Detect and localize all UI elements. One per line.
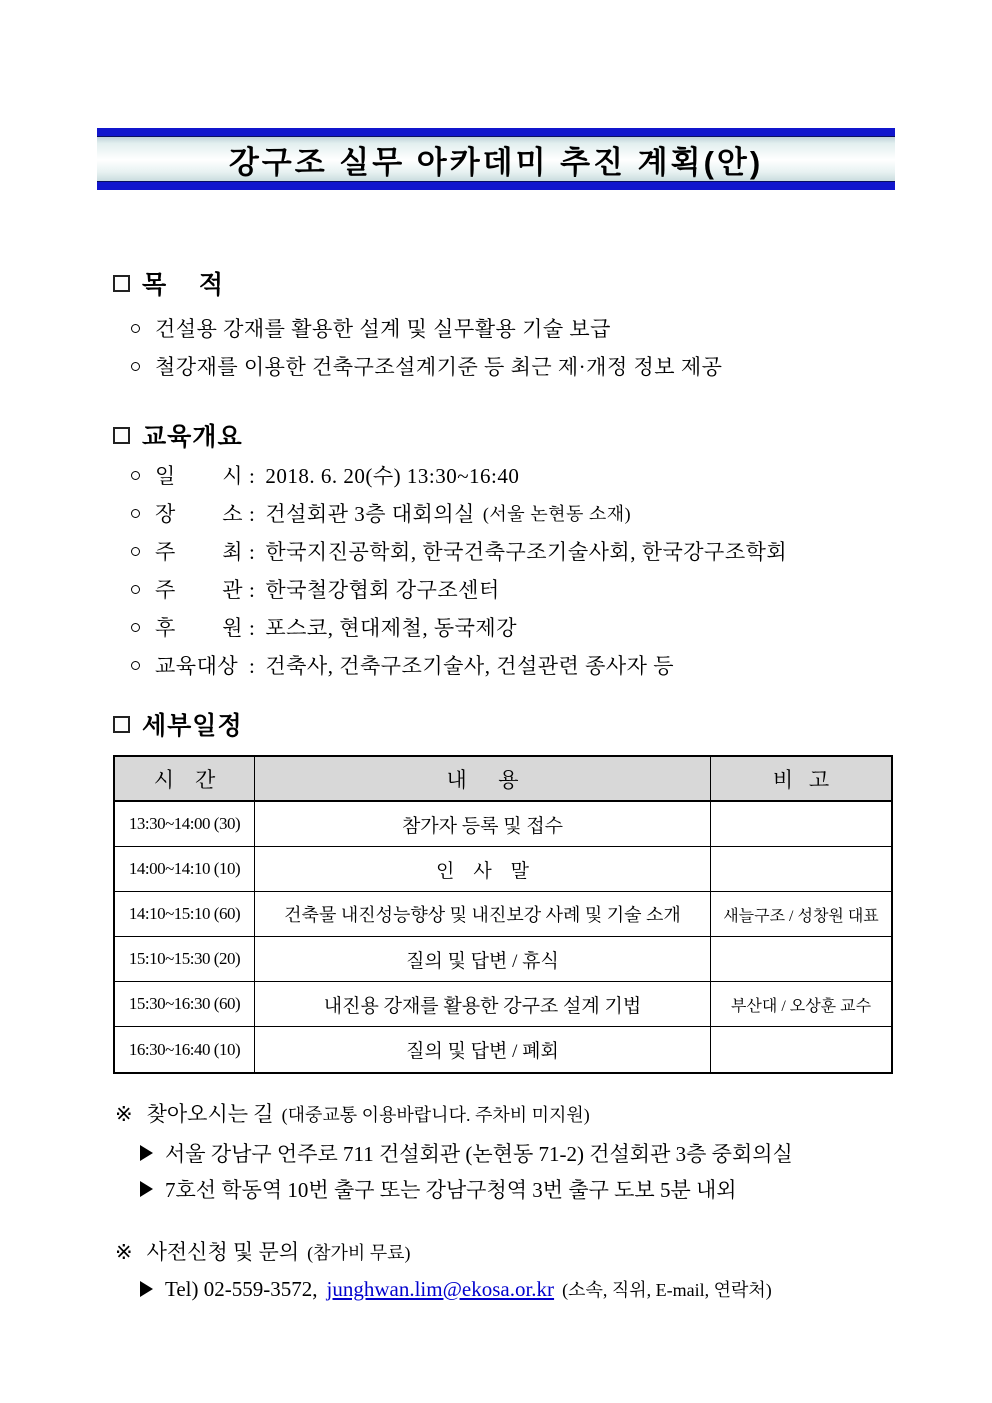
table-header-time: 시 간 xyxy=(115,757,255,802)
purpose-item-text: 철강재를 이용한 건축구조설계기준 등 최근 제·개정 정보 제공 xyxy=(155,355,723,379)
overview-value-note: (서울 논현동 소재) xyxy=(482,504,632,524)
directions-heading xyxy=(115,1098,590,1128)
contact-email-link[interactable]: junghwan.lim@ekosa.or.kr xyxy=(326,1276,555,1301)
registration-heading xyxy=(115,1236,411,1266)
table-cell-content: 질의 및 답변 / 휴식 xyxy=(255,937,711,982)
overview-value: 2018. 6. 20(수) 13:30~16:40 xyxy=(265,464,520,488)
registration-heading-note: (참가비 무료) xyxy=(307,1243,411,1263)
square-bullet-icon xyxy=(113,427,130,444)
overview-label: 후 원 xyxy=(155,616,243,640)
directions-item-address xyxy=(140,1138,793,1168)
purpose-item-text: 건설용 강재를 활용한 설계 및 실무활용 기술 보급 xyxy=(155,317,611,341)
table-cell-content: 인 사 말 xyxy=(255,847,711,892)
overview-value: 건설회관 3층 대회의실 xyxy=(265,502,475,526)
square-bullet-icon xyxy=(113,275,130,292)
table-cell-time: 15:10~15:30 (20) xyxy=(115,937,255,982)
purpose-item xyxy=(131,315,611,343)
section-heading-overview xyxy=(113,417,243,453)
circle-bullet-icon xyxy=(131,623,140,632)
overview-row-host xyxy=(131,538,787,566)
table-cell-note xyxy=(711,847,891,892)
table-cell-time: 14:10~15:10 (60) xyxy=(115,892,255,937)
directions-heading-text: 찾아오시는 길 xyxy=(146,1102,274,1126)
circle-bullet-icon xyxy=(131,547,140,556)
section-heading-purpose xyxy=(113,265,224,301)
overview-row-audience xyxy=(131,652,674,680)
overview-label: 일 시 xyxy=(155,464,243,488)
table-cell-time: 13:30~14:00 (30) xyxy=(115,802,255,847)
overview-label: 교육대상 xyxy=(155,654,239,678)
table-cell-time: 14:00~14:10 (10) xyxy=(115,847,255,892)
section-heading-label: 교육개요 xyxy=(142,423,243,451)
section-heading-label: 목 적 xyxy=(142,271,225,299)
overview-row-organizer xyxy=(131,576,500,604)
page-title: 강구조 실무 아카데미 추진 계획(안) xyxy=(228,144,764,180)
overview-value: 한국철강협회 강구조센터 xyxy=(265,578,500,602)
overview-row-datetime xyxy=(131,462,519,490)
overview-label: 주 관 xyxy=(155,578,243,602)
arrow-icon xyxy=(140,1145,153,1161)
table-cell-content: 참가자 등록 및 접수 xyxy=(255,802,711,847)
contact-tel: Tel) 02-559-3572, xyxy=(165,1276,318,1301)
contact-row xyxy=(140,1276,772,1302)
overview-separator: : xyxy=(249,502,256,526)
table-cell-time: 15:30~16:30 (60) xyxy=(115,982,255,1027)
circle-bullet-icon xyxy=(131,471,140,480)
overview-separator: : xyxy=(249,540,256,564)
overview-row-venue xyxy=(131,500,631,528)
section-heading-schedule xyxy=(113,706,243,742)
reference-mark: ※ xyxy=(115,1102,133,1126)
circle-bullet-icon xyxy=(131,509,140,518)
overview-label: 주 최 xyxy=(155,540,243,564)
overview-value: 포스코, 현대제철, 동국제강 xyxy=(265,616,517,640)
overview-label: 장 소 xyxy=(155,502,243,526)
title-banner xyxy=(97,128,895,190)
section-heading-label: 세부일정 xyxy=(142,712,243,740)
overview-row-sponsor xyxy=(131,614,517,642)
table-cell-content: 내진용 강재를 활용한 강구조 설계 기법 xyxy=(255,982,711,1027)
contact-suffix: (소속, 직위, E-mail, 연락처) xyxy=(562,1280,772,1300)
directions-item-text: 7호선 학동역 10번 출구 또는 강남구청역 3번 출구 도보 5분 내외 xyxy=(165,1178,737,1202)
reference-mark: ※ xyxy=(115,1240,133,1264)
directions-heading-note: (대중교통 이용바랍니다. 주차비 미지원) xyxy=(281,1105,590,1125)
overview-value: 한국지진공학회, 한국건축구조기술사회, 한국강구조학회 xyxy=(265,540,788,564)
square-bullet-icon xyxy=(113,716,130,733)
arrow-icon xyxy=(140,1181,153,1197)
table-cell-note: 부산대 / 오상훈 교수 xyxy=(711,982,891,1027)
table-cell-note xyxy=(711,937,891,982)
overview-separator: : xyxy=(249,464,256,488)
arrow-icon xyxy=(140,1281,153,1297)
circle-bullet-icon xyxy=(131,324,140,333)
table-cell-note: 새늘구조 / 성창원 대표 xyxy=(711,892,891,937)
table-header-content: 내 용 xyxy=(255,757,711,802)
schedule-table xyxy=(113,755,893,1074)
table-cell-note xyxy=(711,802,891,847)
overview-separator: : xyxy=(249,578,256,602)
table-cell-time: 16:30~16:40 (10) xyxy=(115,1027,255,1072)
circle-bullet-icon xyxy=(131,661,140,670)
overview-separator: : xyxy=(249,616,256,640)
registration-heading-text: 사전신청 및 문의 xyxy=(146,1240,300,1264)
table-cell-content: 질의 및 답변 / 폐회 xyxy=(255,1027,711,1072)
directions-item-text: 서울 강남구 언주로 711 건설회관 (논현동 71-2) 건설회관 3층 중회의실 xyxy=(165,1142,793,1166)
table-header-note: 비 고 xyxy=(711,757,891,802)
overview-separator: : xyxy=(249,654,256,678)
table-cell-note xyxy=(711,1027,891,1072)
circle-bullet-icon xyxy=(131,585,140,594)
circle-bullet-icon xyxy=(131,362,140,371)
purpose-item xyxy=(131,353,722,381)
directions-item-subway xyxy=(140,1174,737,1204)
overview-value: 건축사, 건축구조기술사, 건설관련 종사자 등 xyxy=(265,654,674,678)
table-cell-content: 건축물 내진성능향상 및 내진보강 사례 및 기술 소개 xyxy=(255,892,711,937)
